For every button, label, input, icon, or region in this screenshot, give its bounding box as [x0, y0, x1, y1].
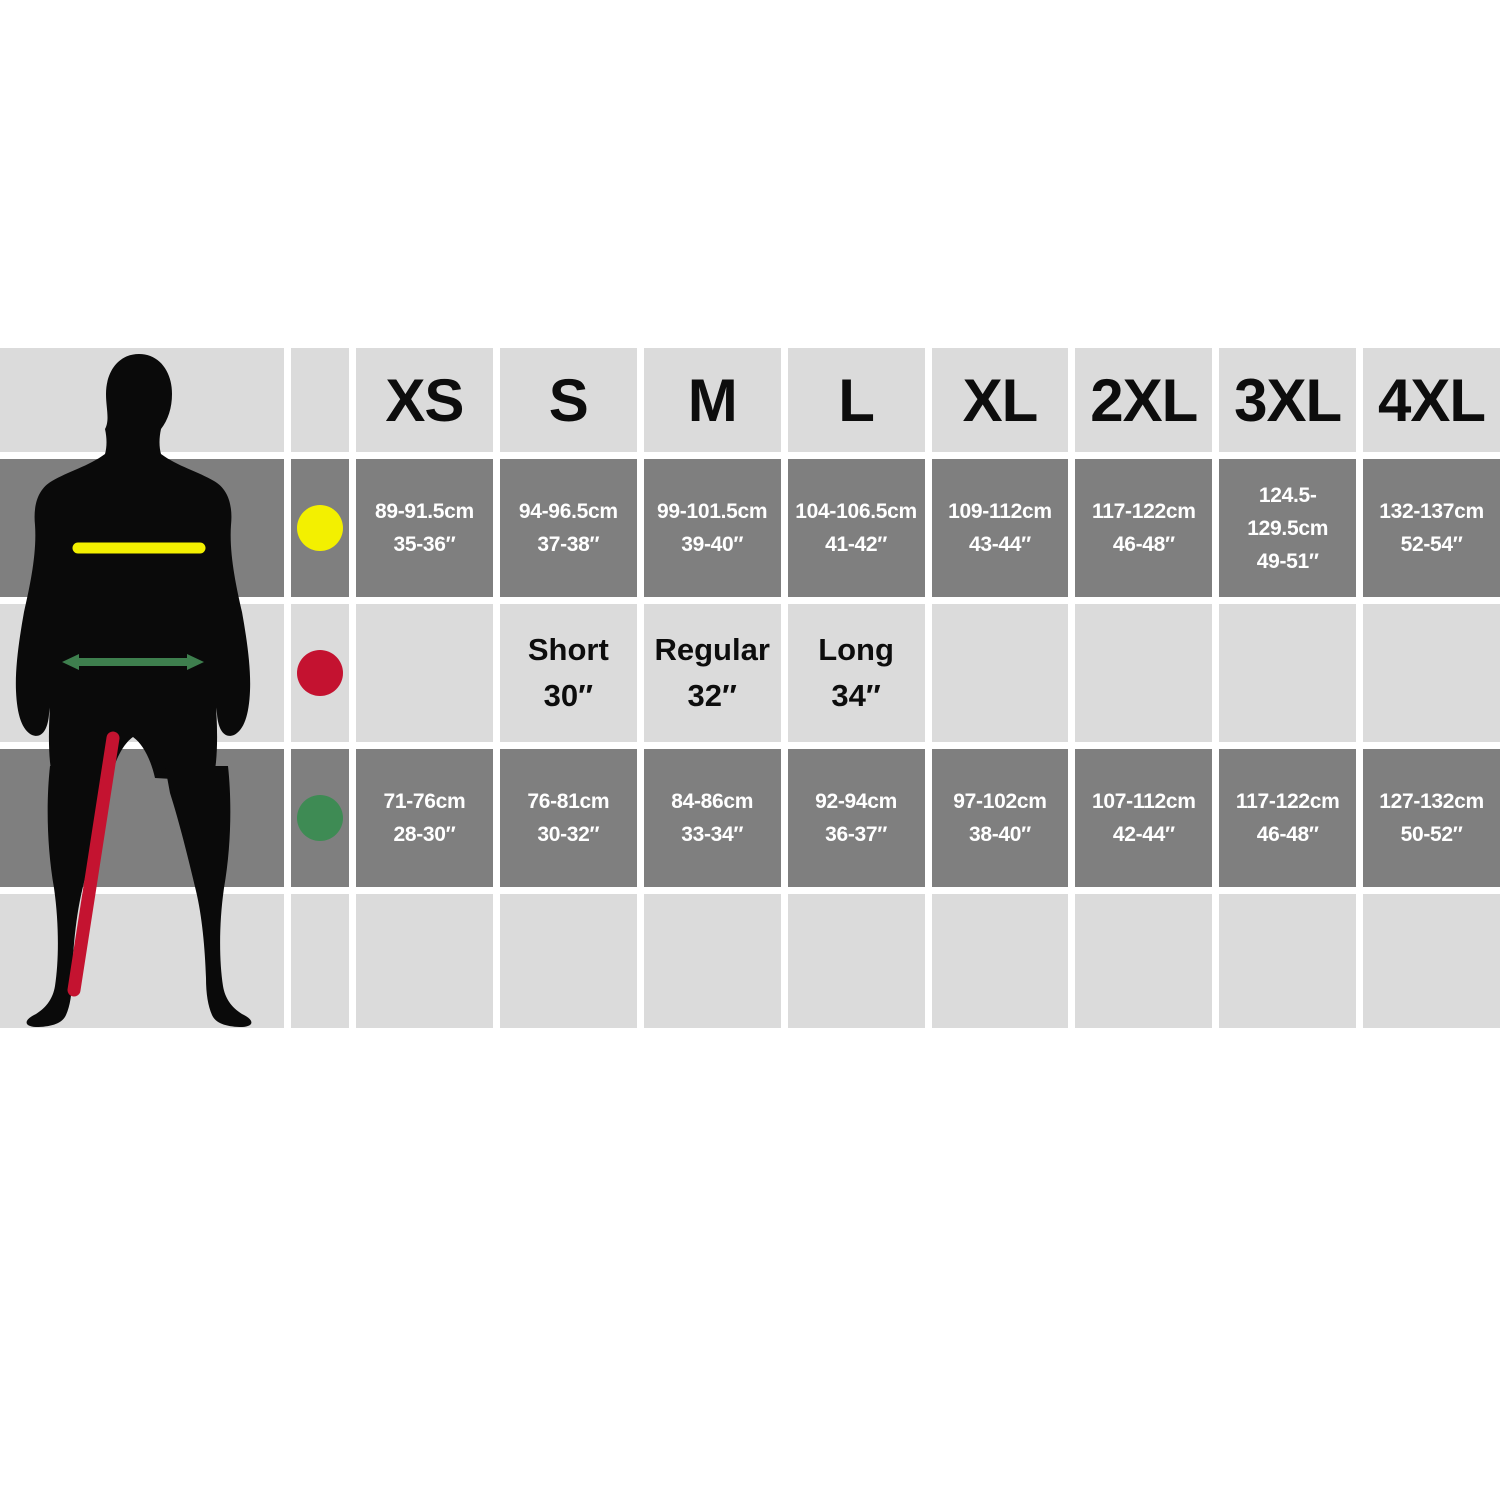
- bottom-cell-3xl: [1219, 894, 1356, 1028]
- col-header-xs: XS: [356, 348, 493, 452]
- waist-cell-s: [500, 749, 637, 887]
- waist-cm: 97-102cm: [953, 790, 1047, 813]
- leg-cell-xl: [932, 604, 1069, 742]
- leg-cell-m: [644, 604, 781, 742]
- leg-inch: 32″: [687, 678, 737, 713]
- chest-inch: 49-51″: [1256, 549, 1319, 573]
- waist-inch: 38-40″: [968, 823, 1031, 846]
- waist-cm: 107-112cm: [1092, 790, 1196, 813]
- leg-label: Long: [818, 632, 894, 667]
- chest-inch: 37-38″: [537, 533, 600, 556]
- chest-cell-xs: [356, 459, 493, 597]
- legend-bottom-cell: [291, 894, 349, 1028]
- chest-cell-4xl: [1363, 459, 1500, 597]
- chest-cm: 94-96.5cm: [518, 500, 618, 523]
- bottom-cell-xs: [356, 894, 493, 1028]
- waist-inch: 30-32″: [537, 823, 600, 846]
- waist-cell-m: [644, 749, 781, 887]
- waist-cell-xl: [932, 749, 1069, 887]
- col-header-4xl: 4XL: [1363, 348, 1500, 452]
- col-header-2xl: 2XL: [1075, 348, 1212, 452]
- leg-cell-s: [500, 604, 637, 742]
- male-body-silhouette: [0, 348, 284, 1028]
- waist-cell-3xl: [1219, 749, 1356, 887]
- bottom-cell-m: [644, 894, 781, 1028]
- chest-inch: 41-42″: [825, 533, 888, 556]
- leg-cell-2xl: [1075, 604, 1212, 742]
- chest-cm: 117-122cm: [1092, 500, 1196, 523]
- chest-inch: 39-40″: [681, 533, 744, 556]
- leg-label: Short: [527, 632, 609, 667]
- waist-inch: 28-30″: [393, 823, 456, 846]
- leg-cell-4xl: [1363, 604, 1500, 742]
- bottom-cell-xl: [932, 894, 1069, 1028]
- chest-dot-icon: [297, 505, 343, 551]
- chest-cm: 89-91.5cm: [374, 500, 474, 523]
- chest-inch: 35-36″: [393, 533, 456, 556]
- chest-cm: 109-112cm: [948, 500, 1052, 523]
- leg-inch: 34″: [831, 678, 881, 713]
- waist-cm: 71-76cm: [383, 790, 466, 813]
- bottom-cell-4xl: [1363, 894, 1500, 1028]
- chest-cm: 99-101.5cm: [657, 500, 768, 523]
- waist-inch: 46-48″: [1256, 823, 1319, 846]
- waist-cm: 76-81cm: [527, 790, 610, 813]
- leg-cell-3xl: [1219, 604, 1356, 742]
- chest-cell-xl: [932, 459, 1069, 597]
- col-header-l: L: [788, 348, 925, 452]
- col-header-xl: XL: [932, 348, 1069, 452]
- leg-label: Regular: [654, 632, 770, 667]
- waist-cell-4xl: [1363, 749, 1500, 887]
- bottom-cell-2xl: [1075, 894, 1212, 1028]
- chest-cell-s: [500, 459, 637, 597]
- waist-inch: 42-44″: [1112, 823, 1175, 846]
- chest-inch: 43-44″: [968, 533, 1031, 556]
- waist-cm: 92-94cm: [815, 790, 898, 813]
- leg-inch: 30″: [543, 678, 593, 713]
- waist-dot-icon: [297, 795, 343, 841]
- col-header-3xl: 3XL: [1219, 348, 1356, 452]
- chest-cm: 132-137cm: [1379, 500, 1484, 523]
- chest-legend-cell: [291, 459, 349, 597]
- col-header-m: M: [644, 348, 781, 452]
- chest-inch: 52-54″: [1400, 533, 1463, 556]
- leg-cell-xs: [356, 604, 493, 742]
- body-outline: [16, 354, 250, 781]
- waist-legend-cell: [291, 749, 349, 887]
- right-leg: [165, 766, 251, 1027]
- col-header-s: S: [500, 348, 637, 452]
- waist-inch: 33-34″: [681, 823, 744, 846]
- waist-inch: 36-37″: [825, 823, 888, 846]
- chest-cm: 124.5-129.5cm: [1247, 483, 1329, 540]
- chest-inch: 46-48″: [1112, 533, 1175, 556]
- chest-cm: 104-106.5cm: [795, 500, 917, 523]
- waist-inch: 50-52″: [1400, 823, 1463, 846]
- leg-dot-icon: [297, 650, 343, 696]
- waist-cell-xs: [356, 749, 493, 887]
- waist-cell-2xl: [1075, 749, 1212, 887]
- leg-cell-l: [788, 604, 925, 742]
- waist-cm: 117-122cm: [1235, 790, 1340, 813]
- leg-legend-cell: [291, 604, 349, 742]
- bottom-cell-l: [788, 894, 925, 1028]
- chest-cell-2xl: [1075, 459, 1212, 597]
- waist-cell-l: [788, 749, 925, 887]
- bottom-cell-s: [500, 894, 637, 1028]
- chest-cell-3xl: [1219, 459, 1356, 597]
- legend-header-cell: [291, 348, 349, 452]
- chest-cell-l: [788, 459, 925, 597]
- waist-cm: 84-86cm: [671, 790, 754, 813]
- chest-cell-m: [644, 459, 781, 597]
- waist-cm: 127-132cm: [1379, 790, 1484, 813]
